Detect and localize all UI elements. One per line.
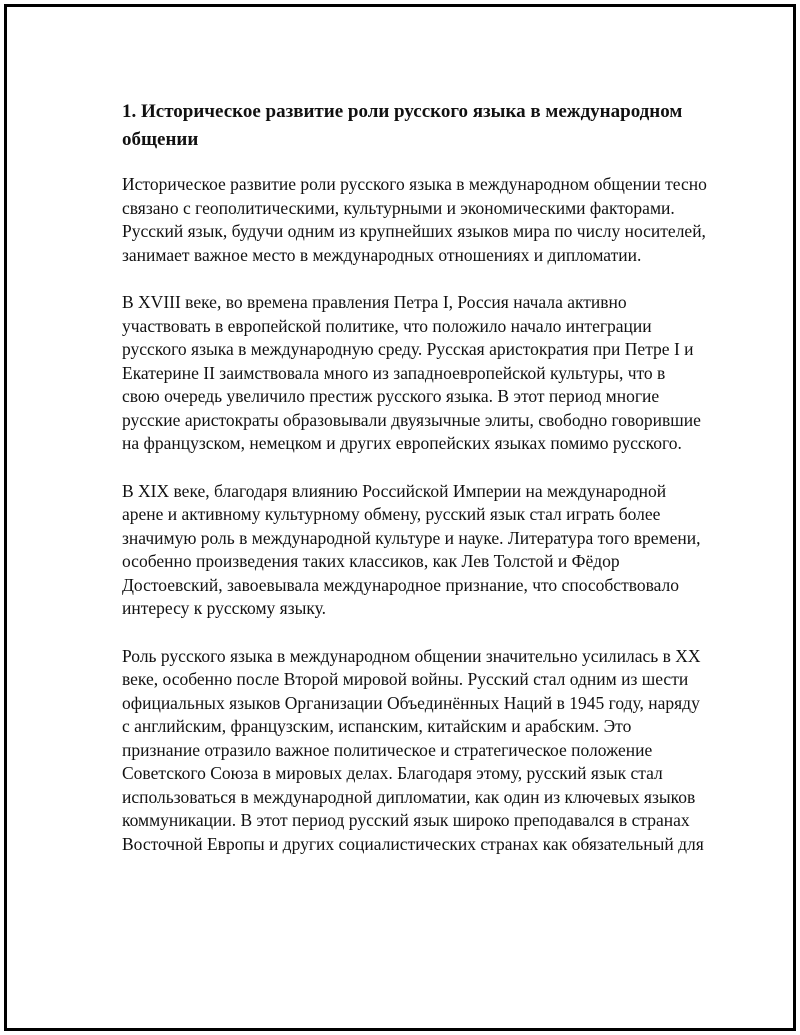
paragraph-20th-century: Роль русского языка в международном общении значительно усилилась в XX веке, особенно после Второй мировой войны. Русский стал одним из шести официальных языков Организации Объединённых Наций в 1945 году, наряду с английским, французским, испанским, китайским и арабским. Это признание отразило важное политическое и стратегическое положение Советского Союза в мировых делах. Благодаря этому, русский язык стал использоваться в международной дипломатии, как один из ключевых языков коммуникации. В этот период русский язык широко преподавался в странах Восточной Европы и других социалистических странах как обязательный для	[122, 645, 704, 854]
section-title: 1. Историческое развитие роли русского языка в международном общении	[122, 101, 683, 150]
paragraph-intro: Историческое развитие роли русского языка в международном общении тесно связано с геополитическими, культурными и экономическими факторами. Русский язык, будучи одним из крупнейших языков мира по числу носителей, занимает важное место в международных отношениях и дипломатии.	[122, 174, 707, 265]
document-page	[4, 4, 796, 1031]
paragraph-19th-century: В XIX веке, благодаря влиянию Российской Империи на международной арене и активному культурному обмену, русский язык стал играть более значимую роль в международной культуре и науке. Литература того времени, особенно произведения таких классиков, как Лев Толстой и Фёдор Достоевский, завоевывала международное признание, что способствовало интересу к русскому языку.	[122, 480, 701, 618]
paragraph-18th-century: В XVIII веке, во времена правления Петра I, Россия начала активно участвовать в европейской политике, что положило начало интеграции русского языка в международную среду. Русская аристократия при Петре I и Екатерине II заимствовала много из западноевропейской культуры, что в свою очередь увеличило престиж русского языка. В этот период многие русские аристократы образовывали двуязычные элиты, свободно говорившие на французском, немецком и других европейских языках помимо русского.	[122, 292, 701, 453]
document-body	[122, 98, 707, 856]
